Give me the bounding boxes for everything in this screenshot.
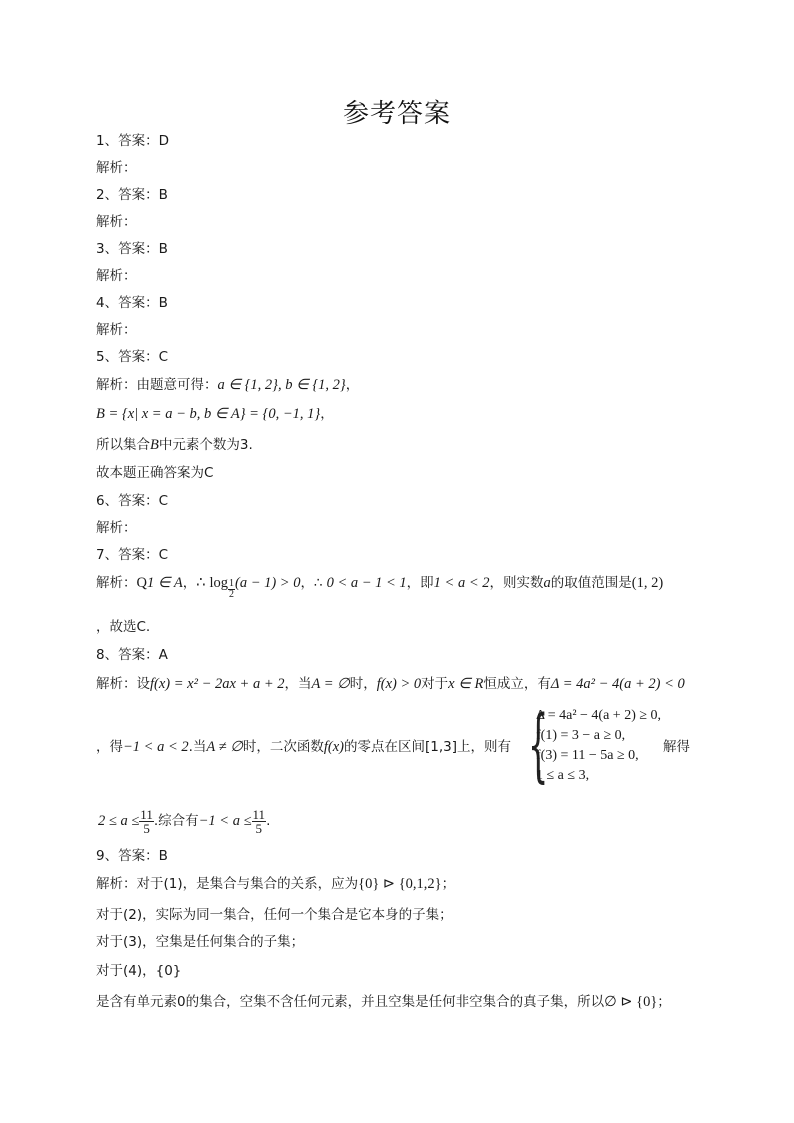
explanation-9-line-1	[96, 875, 455, 893]
explanation-7-text-2: ，∴	[300, 575, 323, 591]
explanation-7-text-1: ，	[182, 575, 197, 591]
explanation-9-line-2: 对于(2)，实际为同一集合，任何一个集合是它本身的子集；	[96, 907, 453, 923]
therefore-symbol: ∴	[196, 575, 206, 591]
explanation-9-l5-math: ∅ ⊳ {0}	[604, 994, 658, 1010]
explanation-8-text-4: 恒成立，有	[483, 676, 551, 692]
explanation-5-line-2	[96, 405, 334, 423]
explanation-7-text-5: 的取值范围是	[550, 575, 632, 591]
answer-9: 9、答案：B	[96, 848, 168, 864]
log-text: log	[209, 575, 228, 591]
system-row-1: Δ = 4a² − 4(a + 2) ≥ 0,	[536, 708, 662, 723]
explanation-9-l1-math: {0} ⊳ {0,1,2}	[358, 876, 442, 892]
answer-3: 3、答案：B	[96, 241, 168, 257]
explanation-8-l3-text-2: .	[266, 813, 271, 829]
fraction-eleven-fifths-1	[139, 808, 154, 835]
explanation-5-math: a ∈ {1, 2}, b ∈ {1, 2}	[217, 377, 346, 393]
explanation-5-count: 所以集合	[96, 437, 150, 453]
explanation-7-math-1: 1 ∈ A	[146, 575, 183, 591]
explanation-5-line-3	[96, 436, 253, 454]
explanation-7-end: ，故选C.	[96, 619, 151, 635]
answer-5: 5、答案：C	[96, 349, 169, 365]
explanation-8-l2-math-1: −1 < a < 2	[123, 739, 189, 755]
explanation-5-count-B: B	[150, 437, 159, 453]
explanation-7-prefix: 解析：	[96, 575, 137, 591]
explanation-7-line-1	[96, 574, 663, 600]
explanation-8-math-2: f(x) > 0	[376, 676, 422, 692]
page-title: 参考答案	[342, 99, 451, 129]
explanation-8-l2-text-1: ，得	[96, 739, 123, 755]
explanation-7-math-3: 0 < a − 1 < 1	[326, 575, 407, 591]
explanation-9-l1-end: ；	[441, 876, 456, 892]
explanation-4: 解析：	[96, 322, 137, 338]
explanation-8-l2-text-4: 的零点在区间[1,3]上，则有	[343, 739, 511, 755]
explanation-7-text-3: ，即	[406, 575, 434, 591]
explanation-1: 解析：	[96, 160, 137, 176]
answer-4: 4、答案：B	[96, 295, 168, 311]
explanation-8-text-3: 对于	[421, 676, 449, 692]
explanation-8-prefix: 解析：设	[96, 676, 150, 692]
explanation-8-l2-math-2: A ≠ ∅	[206, 739, 243, 755]
solve-text: 解得	[663, 739, 690, 755]
explanation-8-text-1: ，当	[284, 676, 312, 692]
system-row-3: f(3) = 11 − 5a ≥ 0,	[536, 748, 639, 763]
explanation-8-text-2: 时，	[349, 676, 377, 692]
answer-8: 8、答案：A	[96, 647, 168, 663]
explanation-8-l3-text-1: .综合有	[153, 813, 199, 829]
function-definition: f(x) = x² − 2ax + a + 2	[150, 676, 285, 692]
answer-2: 2、答案：B	[96, 187, 168, 203]
explanation-8-math-4: Δ = 4a² − 4(a + 2) < 0	[550, 676, 685, 692]
fraction-2-denominator: 5	[255, 820, 263, 836]
explanation-8-line-3	[98, 806, 270, 836]
explanation-9-line-4: 对于(4)，{0}	[96, 963, 182, 979]
explanation-5-count-tail: 中元素个数为3.	[158, 437, 253, 453]
explanation-7-interval: (1, 2)	[631, 575, 664, 591]
explanation-5-prefix: 解析：由题意可得：	[96, 377, 218, 393]
fraction-1-denominator: 5	[143, 820, 150, 836]
log-base-fraction	[228, 579, 235, 600]
explanation-6: 解析：	[96, 520, 137, 536]
answer-1: 1、答案：D	[96, 133, 169, 149]
explanation-8-l2-text-3: 时，二次函数	[242, 739, 324, 755]
explanation-7-math-4: 1 < a < 2	[433, 575, 490, 591]
fraction-eleven-fifths-2	[252, 808, 267, 835]
fraction-1-numerator: 11	[140, 806, 153, 822]
explanation-9-line-5	[96, 993, 671, 1011]
explanation-8-l2-text-2: .当	[188, 739, 207, 755]
explanation-9-l1-text: 解析：对于(1)，是集合与集合的关系，应为	[96, 876, 359, 892]
explanation-7-var-a: a	[543, 575, 551, 591]
explanation-8-l3-math-1: 2 ≤ a ≤	[98, 813, 140, 829]
explanation-2: 解析：	[96, 214, 137, 230]
explanation-8-math-1: A = ∅	[311, 676, 350, 692]
explanation-9-line-3: 对于(3)，空集是任何集合的子集；	[96, 934, 305, 950]
since-symbol: Q	[136, 575, 147, 591]
explanation-8-l3-math-2: −1 < a ≤	[198, 813, 252, 829]
explanation-5-set: B = {x| x = a − b, b ∈ A} = {0, −1, 1}	[96, 406, 321, 422]
explanation-8-math-3: x ∈ R	[448, 676, 484, 692]
explanation-7-text-4: ，则实数	[489, 575, 544, 591]
answer-7: 7、答案：C	[96, 547, 169, 563]
explanation-8-l2-math-3: f(x)	[323, 739, 344, 755]
explanation-7-math-2: (a − 1) > 0	[234, 575, 301, 591]
log-base-numerator: 1	[228, 578, 234, 589]
explanation-5-line-1	[96, 376, 359, 394]
explanation-9-l5-text: 是含有单元素0的集合，空集不含任何元素，并且空集是任何非空集合的真子集，所以	[96, 994, 605, 1010]
system-row-4: 1 ≤ a ≤ 3,	[536, 768, 590, 783]
system-row-2: f(1) = 3 − a ≥ 0,	[536, 728, 626, 743]
system-brace: {	[528, 698, 549, 791]
explanation-5-suffix: ，	[345, 377, 360, 393]
answer-6: 6、答案：C	[96, 493, 169, 509]
fraction-2-numerator: 11	[252, 806, 266, 822]
explanation-3: 解析：	[96, 268, 137, 284]
log-base-denominator: 2	[228, 589, 234, 600]
explanation-5-conclusion: 故本题正确答案为C	[96, 465, 214, 481]
explanation-8-line-2	[96, 738, 511, 756]
explanation-9-l5-end: ；	[657, 994, 671, 1010]
explanation-5-set-suffix: ，	[320, 406, 334, 422]
explanation-8-line-1	[96, 675, 685, 693]
